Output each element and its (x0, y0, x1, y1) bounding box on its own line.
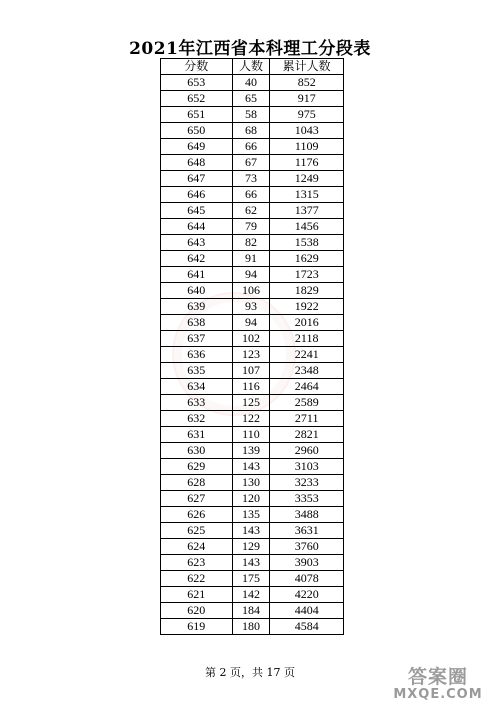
cell-count: 120 (232, 491, 270, 507)
cell-score: 651 (161, 107, 233, 123)
cell-cumulative: 917 (270, 91, 344, 107)
cell-count: 184 (232, 603, 270, 619)
table-row (161, 539, 344, 555)
table-row (161, 283, 344, 299)
cell-cumulative: 2016 (270, 315, 344, 331)
cell-score: 633 (161, 395, 233, 411)
cell-cumulative: 2464 (270, 379, 344, 395)
watermark-url: MXQE.COM (393, 687, 483, 702)
cell-count: 116 (232, 379, 270, 395)
cell-cumulative: 2711 (270, 411, 344, 427)
table-row (161, 219, 344, 235)
cell-count: 62 (232, 203, 270, 219)
cell-score: 642 (161, 251, 233, 267)
table-row (161, 347, 344, 363)
cell-count: 142 (232, 587, 270, 603)
cell-cumulative: 1377 (270, 203, 344, 219)
page-title: 2021年江西省本科理工分段表 (129, 39, 371, 59)
page-footer: 第 2 页，共 17 页 (205, 666, 295, 679)
cell-count: 125 (232, 395, 270, 411)
cell-score: 652 (161, 91, 233, 107)
cell-score: 649 (161, 139, 233, 155)
cell-cumulative: 852 (270, 75, 344, 91)
cell-cumulative: 2241 (270, 347, 344, 363)
cell-score: 641 (161, 267, 233, 283)
cell-count: 93 (232, 299, 270, 315)
cell-score: 628 (161, 475, 233, 491)
cell-score: 626 (161, 507, 233, 523)
cell-score: 621 (161, 587, 233, 603)
cell-count: 122 (232, 411, 270, 427)
table-row (161, 107, 344, 123)
cell-cumulative: 1922 (270, 299, 344, 315)
table-row (161, 91, 344, 107)
cell-cumulative: 1456 (270, 219, 344, 235)
cell-cumulative: 1176 (270, 155, 344, 171)
cell-cumulative: 3488 (270, 507, 344, 523)
header-cumulative: 累计人数 (270, 59, 344, 75)
cell-score: 639 (161, 299, 233, 315)
table-row (161, 251, 344, 267)
cell-cumulative: 1249 (270, 171, 344, 187)
table-row (161, 587, 344, 603)
cell-cumulative: 2589 (270, 395, 344, 411)
table-row (161, 299, 344, 315)
cell-cumulative: 3631 (270, 523, 344, 539)
cell-cumulative: 4404 (270, 603, 344, 619)
cell-score: 645 (161, 203, 233, 219)
cell-count: 79 (232, 219, 270, 235)
table-row (161, 315, 344, 331)
table-row (161, 395, 344, 411)
cell-cumulative: 3103 (270, 459, 344, 475)
cell-cumulative: 1315 (270, 187, 344, 203)
table-row (161, 203, 344, 219)
cell-count: 67 (232, 155, 270, 171)
cell-score: 631 (161, 427, 233, 443)
table-row (161, 555, 344, 571)
cell-count: 139 (232, 443, 270, 459)
cell-count: 58 (232, 107, 270, 123)
cell-cumulative: 1538 (270, 235, 344, 251)
table-row (161, 427, 344, 443)
cell-count: 66 (232, 139, 270, 155)
table-row (161, 75, 344, 91)
cell-score: 644 (161, 219, 233, 235)
table-row (161, 235, 344, 251)
cell-score: 643 (161, 235, 233, 251)
cell-score: 627 (161, 491, 233, 507)
cell-cumulative: 4220 (270, 587, 344, 603)
cell-count: 102 (232, 331, 270, 347)
cell-cumulative: 3903 (270, 555, 344, 571)
cell-cumulative: 2821 (270, 427, 344, 443)
table-row (161, 379, 344, 395)
cell-cumulative: 1723 (270, 267, 344, 283)
table-row (161, 443, 344, 459)
table-row (161, 619, 344, 635)
cell-cumulative: 3353 (270, 491, 344, 507)
cell-score: 640 (161, 283, 233, 299)
cell-cumulative: 2960 (270, 443, 344, 459)
cell-count: 91 (232, 251, 270, 267)
cell-count: 143 (232, 523, 270, 539)
table-row (161, 603, 344, 619)
table-row (161, 267, 344, 283)
cell-count: 143 (232, 459, 270, 475)
cell-score: 619 (161, 619, 233, 635)
cell-count: 66 (232, 187, 270, 203)
table-body (161, 75, 344, 635)
header-count: 人数 (232, 59, 270, 75)
cell-count: 82 (232, 235, 270, 251)
cell-count: 73 (232, 171, 270, 187)
cell-score: 630 (161, 443, 233, 459)
cell-score: 622 (161, 571, 233, 587)
table-row (161, 139, 344, 155)
cell-score: 648 (161, 155, 233, 171)
cell-score: 650 (161, 123, 233, 139)
cell-count: 135 (232, 507, 270, 523)
cell-cumulative: 2118 (270, 331, 344, 347)
cell-cumulative: 1629 (270, 251, 344, 267)
table-row (161, 155, 344, 171)
table-row (161, 123, 344, 139)
cell-cumulative: 975 (270, 107, 344, 123)
table-row (161, 507, 344, 523)
cell-count: 94 (232, 315, 270, 331)
cell-score: 637 (161, 331, 233, 347)
table-row (161, 523, 344, 539)
cell-cumulative: 4584 (270, 619, 344, 635)
cell-score: 638 (161, 315, 233, 331)
cell-score: 623 (161, 555, 233, 571)
cell-count: 68 (232, 123, 270, 139)
cell-count: 129 (232, 539, 270, 555)
cell-count: 94 (232, 267, 270, 283)
table-header-row (161, 59, 344, 75)
table-row (161, 459, 344, 475)
cell-cumulative: 3760 (270, 539, 344, 555)
table-row (161, 187, 344, 203)
cell-count: 107 (232, 363, 270, 379)
cell-score: 625 (161, 523, 233, 539)
cell-count: 106 (232, 283, 270, 299)
cell-count: 130 (232, 475, 270, 491)
cell-cumulative: 1043 (270, 123, 344, 139)
table-row (161, 411, 344, 427)
cell-count: 123 (232, 347, 270, 363)
cell-score: 636 (161, 347, 233, 363)
cell-count: 40 (232, 75, 270, 91)
watermark-logo (390, 668, 486, 702)
cell-score: 653 (161, 75, 233, 91)
cell-count: 175 (232, 571, 270, 587)
cell-count: 110 (232, 427, 270, 443)
table-row (161, 363, 344, 379)
score-distribution-table (160, 58, 344, 635)
cell-count: 180 (232, 619, 270, 635)
header-score: 分数 (161, 59, 233, 75)
cell-cumulative: 2348 (270, 363, 344, 379)
table-row (161, 491, 344, 507)
table-row (161, 571, 344, 587)
cell-count: 65 (232, 91, 270, 107)
cell-score: 647 (161, 171, 233, 187)
cell-score: 635 (161, 363, 233, 379)
cell-cumulative: 3233 (270, 475, 344, 491)
cell-score: 646 (161, 187, 233, 203)
table-row (161, 475, 344, 491)
cell-score: 629 (161, 459, 233, 475)
cell-cumulative: 1109 (270, 139, 344, 155)
cell-score: 632 (161, 411, 233, 427)
table-row (161, 171, 344, 187)
cell-cumulative: 1829 (270, 283, 344, 299)
cell-cumulative: 4078 (270, 571, 344, 587)
watermark-text: 答案圈 (407, 666, 468, 688)
cell-count: 143 (232, 555, 270, 571)
cell-score: 624 (161, 539, 233, 555)
cell-score: 620 (161, 603, 233, 619)
table-row (161, 331, 344, 347)
cell-score: 634 (161, 379, 233, 395)
